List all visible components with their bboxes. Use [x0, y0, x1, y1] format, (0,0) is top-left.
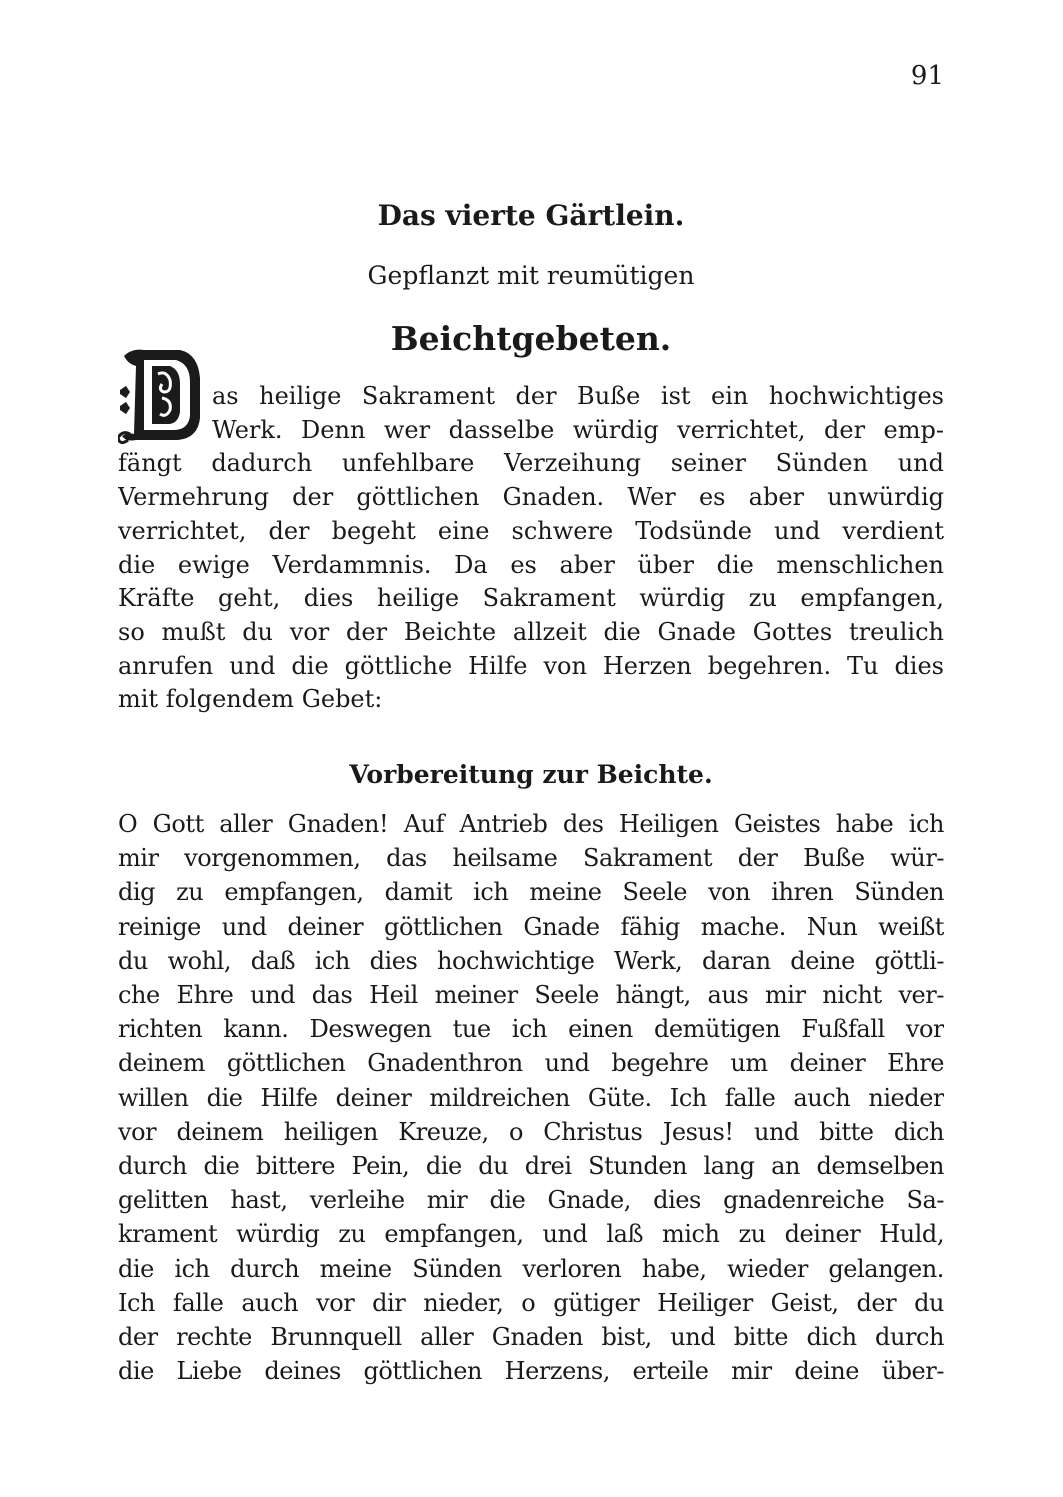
chapter-title: Das vierte Gärtlein. — [377, 199, 685, 232]
text-line: du wohl, daß ich dies hochwichtige Werk, daran deine göttli- — [118, 946, 944, 975]
text-line: Werk. Denn wer dasselbe würdig verrichtet, der emp- — [212, 415, 944, 444]
text-line: verrichtet, der begeht eine schwere Todsünde und verdient — [118, 516, 944, 545]
svg-text:D: D — [162, 405, 164, 407]
text-line: mir vorgenommen, das heilsame Sakrament der Buße wür- — [118, 844, 944, 873]
text-line: krament würdig zu empfangen, und laß mich zu deiner Huld, — [118, 1220, 944, 1249]
text-line: gelitten hast, verleihe mir die Gnade, dies gnadenreiche Sa- — [118, 1186, 944, 1215]
text-line: Vermehrung der göttlichen Gnaden. Wer es aber unwürdig — [118, 483, 944, 512]
text-line: dig zu empfangen, damit ich meine Seele von ihren Sünden — [118, 878, 944, 907]
text-line: Ich falle auch vor dir nieder, o gütiger Heiliger Geist, der du — [118, 1288, 944, 1317]
text-line: richten kann. Deswegen tue ich einen demütigen Fußfall vor — [118, 1015, 944, 1044]
section-title: Vorbereitung zur Beichte. — [349, 760, 713, 789]
intro-paragraph — [118, 380, 944, 717]
text-line: deinem göttlichen Gnadenthron und begehre um deiner Ehre — [118, 1049, 944, 1078]
text-line: O Gott aller Gnaden! Auf Antrieb des Heiligen Geistes habe ich — [118, 810, 944, 838]
text-line: die ich durch meine Sünden verloren habe, wieder gelangen. — [118, 1254, 944, 1283]
text-line: die Liebe deines göttlichen Herzens, erteile mir deine über- — [118, 1357, 944, 1386]
text-line: as heilige Sakrament der Buße ist ein hochwichtiges — [212, 382, 944, 410]
chapter-subtitle: Gepflanzt mit reumütigen — [367, 261, 695, 290]
text-line: anrufen und die göttliche Hilfe von Herzen begehren. Tu dies — [118, 651, 944, 680]
prayer-paragraph — [118, 807, 944, 1388]
text-line: vor deinem heiligen Kreuze, o Christus Jesus! und bitte dich — [118, 1117, 944, 1146]
text-line: so mußt du vor der Beichte allzeit die Gnade Gottes treulich — [118, 617, 944, 646]
text-line: willen die Hilfe deiner mildreichen Güte. Ich falle auch nieder — [118, 1083, 944, 1112]
text-line: die ewige Verdammnis. Da es aber über die menschlichen — [118, 550, 944, 579]
text-line: reinige und deiner göttlichen Gnade fähig mache. Nun weißt — [118, 912, 944, 941]
text-line: der rechte Brunnquell aller Gnaden bist, und bitte dich durch — [118, 1323, 944, 1352]
chapter-main-title: Beichtgebeten. — [390, 319, 672, 358]
text-line: mit folgendem Gebet: — [118, 685, 383, 714]
text-line: Kräfte geht, dies heilige Sakrament würdig zu empfangen, — [118, 584, 944, 613]
text-line: durch die bittere Pein, die du drei Stunden lang an demselben — [118, 1152, 944, 1181]
text-line: che Ehre und das Heil meiner Seele hängt, aus mir nicht ver- — [118, 981, 944, 1010]
page-number: 91 — [910, 61, 944, 91]
text-line: fängt dadurch unfehlbare Verzeihung seiner Sünden und — [118, 449, 944, 478]
